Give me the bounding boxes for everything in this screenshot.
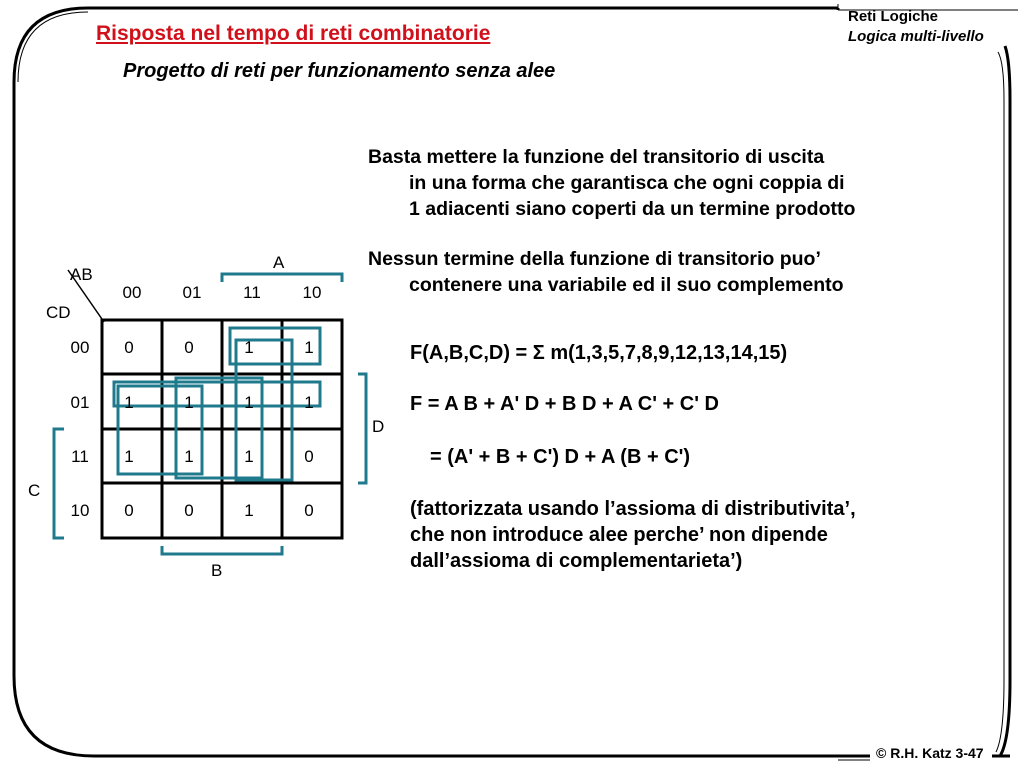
- kmap-cell-value: 1: [184, 393, 194, 412]
- sigma-symbol: Σ: [532, 342, 545, 364]
- bracket-label-d: D: [372, 417, 385, 436]
- kmap-row-header: 00: [70, 338, 90, 357]
- kmap-cell-value: 1: [184, 447, 194, 466]
- kmap-cell-value: 1: [244, 447, 254, 466]
- kmap-cell-value: 0: [304, 501, 314, 520]
- kmap-cell-value: 1: [244, 393, 254, 412]
- paragraph-line: in una forma che garantisca che ogni coppia di: [409, 172, 845, 194]
- bracket-a: [222, 274, 342, 282]
- paragraph-line: contenere una variabile ed il suo complemento: [409, 274, 844, 296]
- note-line: dall’assioma di complementarieta’): [410, 550, 743, 572]
- bracket-label-b: B: [211, 561, 223, 580]
- kmap-cell-value: 1: [124, 447, 134, 466]
- kmap-cell-value: 1: [304, 338, 314, 357]
- equation-factored: = (A' + B + C') D + A (B + C'): [430, 446, 691, 468]
- paragraph-line: Nessun termine della funzione di transitorio puo’: [368, 248, 821, 270]
- kmap-col-header: 11: [243, 283, 261, 302]
- kmap-col-var-label: CD: [46, 303, 71, 322]
- kmap-col-header: 10: [302, 283, 322, 302]
- course-name: Reti Logiche: [848, 8, 939, 25]
- kmap-cell-value: 1: [124, 393, 134, 412]
- bracket-c: [54, 429, 64, 538]
- kmap-cell-value: 1: [304, 393, 314, 412]
- kmap-cell-value: 0: [184, 501, 194, 520]
- paragraph-line: Basta mettere la funzione del transitorio di uscita: [368, 146, 825, 168]
- kmap-row-header: 10: [70, 501, 90, 520]
- kmap-row-header: 11: [71, 447, 89, 466]
- kmap-cell-value: 0: [184, 338, 194, 357]
- kmap-cell-value: 0: [124, 501, 134, 520]
- slide-subtitle: Progetto di reti per funzionamento senza alee: [123, 60, 556, 82]
- slide-title: Risposta nel tempo di reti combinatorie: [96, 22, 491, 45]
- bracket-b: [162, 546, 282, 554]
- note-line: (fattorizzata usando l’assioma di distributivita’,: [410, 498, 856, 520]
- bracket-label-a: A: [273, 253, 285, 272]
- paragraph-line: 1 adiacenti siano coperti da un termine prodotto: [409, 198, 856, 220]
- kmap-cell-value: 0: [124, 338, 134, 357]
- kmap-row-var-label: AB: [70, 265, 93, 284]
- kmap-cell-value: 1: [244, 338, 254, 357]
- kmap-cell-value: 1: [244, 501, 254, 520]
- equation-prefix: F(A,B,C,D) =: [410, 342, 533, 364]
- topic-name: Logica multi-livello: [848, 28, 984, 45]
- equation-suffix: m(1,3,5,7,8,9,12,13,14,15): [544, 342, 788, 364]
- kmap-cell-value: 0: [304, 447, 314, 466]
- bracket-d: [358, 374, 366, 483]
- note-line: che non introduce alee perche’ non dipende: [410, 524, 828, 546]
- kmap-row-header: 01: [70, 393, 90, 412]
- footer-credit: © R.H. Katz 3-47: [876, 745, 984, 761]
- kmap-col-header: 01: [182, 283, 202, 302]
- equation-sop: F = A B + A' D + B D + A C' + C' D: [410, 393, 719, 415]
- kmap-col-header: 00: [122, 283, 142, 302]
- bracket-label-c: C: [28, 481, 41, 500]
